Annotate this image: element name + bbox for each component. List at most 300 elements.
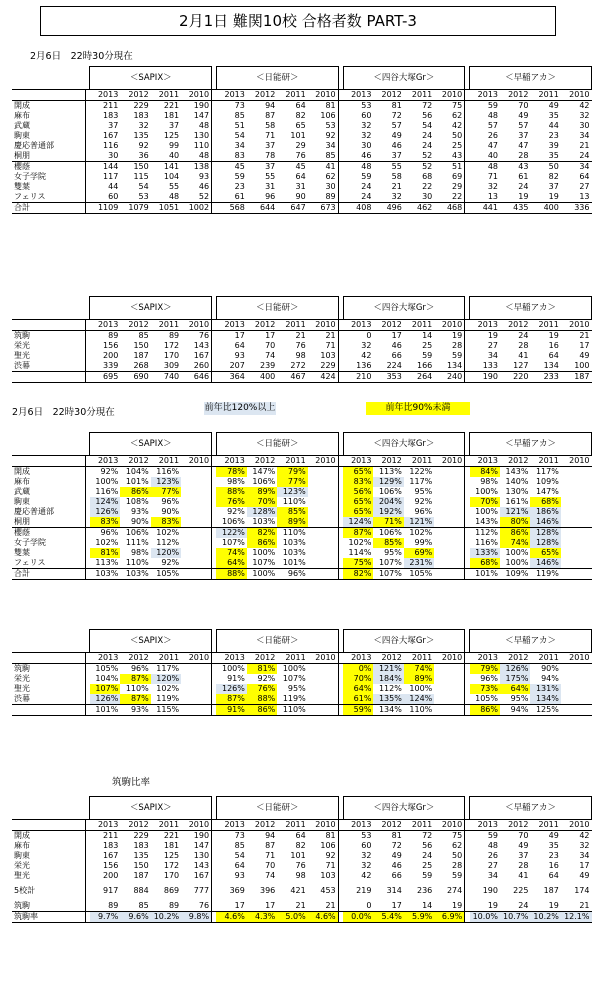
year-header: 2010 <box>181 456 211 467</box>
table-cell: 122% <box>216 528 246 539</box>
table-cell: 102% <box>151 528 181 539</box>
table-row <box>12 861 592 871</box>
table-cell: 72 <box>391 111 402 120</box>
row-label <box>12 705 85 716</box>
table-cell: 32 <box>361 121 372 130</box>
table-cell: 34 <box>487 871 498 880</box>
year-header: 2011 <box>151 90 181 101</box>
group-header: ＜四谷大塚Gr＞ <box>343 630 465 653</box>
table-cell: 110% <box>125 558 149 567</box>
year-header: 2011 <box>151 320 181 331</box>
table-cell: 48 <box>487 841 498 850</box>
table-cell: 100% <box>505 548 529 557</box>
table-cell: 236 <box>416 886 433 895</box>
row-label: 駒東 <box>14 851 30 860</box>
table-cell: 23 <box>234 182 245 191</box>
table-cell: 49 <box>518 111 529 120</box>
table-cell <box>434 548 464 558</box>
table-cell: 19 <box>548 192 559 201</box>
table-cell: 46 <box>198 182 210 191</box>
table-cell: 96% <box>90 528 120 539</box>
row-label: 開成 <box>14 831 30 840</box>
table-cell: 64 <box>295 101 306 110</box>
table-cell: 76% <box>216 497 246 507</box>
table-cell: 166 <box>416 361 433 370</box>
table-cell: 126% <box>90 694 120 705</box>
table-cell: 187 <box>561 372 592 383</box>
table-row <box>12 351 592 361</box>
table-cell: 50 <box>530 162 560 173</box>
table-cell: 135% <box>373 694 403 705</box>
table-cell: 45 <box>216 162 246 173</box>
year-header: 2013 <box>90 456 120 467</box>
table-row <box>12 886 592 896</box>
year-header: 2010 <box>181 320 211 331</box>
table-cell: 68 <box>422 172 433 181</box>
table-cell <box>561 528 592 539</box>
table-cell: 85 <box>234 841 245 850</box>
table-cell: 1002 <box>181 203 211 214</box>
timestamp-note: 2月6日 22時30分現在 <box>30 51 133 62</box>
table-cell <box>434 674 464 684</box>
table-cell: 74% <box>404 664 434 675</box>
table-cell: 1079 <box>120 203 150 214</box>
table-cell: 103% <box>252 517 276 526</box>
table-cell: 187 <box>133 351 149 360</box>
table-row <box>12 674 592 684</box>
table-cell: 87 <box>265 111 276 120</box>
table-cell: 74% <box>500 538 530 548</box>
table-cell: 13 <box>579 192 590 201</box>
table-cell: 87% <box>216 694 246 705</box>
table-cell: 123% <box>151 477 181 487</box>
table-cell: 70 <box>265 861 276 870</box>
table-cell <box>434 477 464 487</box>
table-cell: 104% <box>125 467 149 476</box>
year-header: 2010 <box>434 653 464 664</box>
table-cell: 17 <box>579 861 590 870</box>
table-cell <box>181 528 211 539</box>
year-header: 2013 <box>216 820 246 831</box>
table-cell: 81 <box>325 101 336 110</box>
table-cell: 42 <box>579 831 590 840</box>
table-cell: 92 <box>325 131 336 140</box>
year-header: 2011 <box>151 456 181 467</box>
table-cell: 69% <box>404 548 434 558</box>
table-cell: 48 <box>487 111 498 120</box>
table-cell: 100% <box>475 487 498 496</box>
year-header: 2012 <box>373 320 403 331</box>
table-cell: 462 <box>404 203 434 214</box>
table-row <box>12 497 592 507</box>
table-row <box>12 467 592 478</box>
table-cell: 71 <box>325 861 336 870</box>
table-cell: 21 <box>391 182 402 191</box>
table-cell: 56 <box>422 111 433 120</box>
table-cell: 102% <box>156 684 180 693</box>
table-cell: 133% <box>470 548 500 558</box>
table-cell: 85 <box>325 151 336 160</box>
table-cell: 61% <box>343 694 373 705</box>
table-row <box>12 507 592 517</box>
table-cell: 26 <box>487 851 498 860</box>
table-cell: 183 <box>133 841 149 850</box>
table-cell: 336 <box>561 203 592 214</box>
table-cell <box>561 569 592 580</box>
table-cell: 102% <box>348 538 372 547</box>
row-label: 渋幕 <box>14 361 30 370</box>
table-cell <box>181 674 211 684</box>
table-cell: 34 <box>579 131 590 140</box>
table-cell: 51 <box>434 162 464 173</box>
table-cell: 496 <box>373 203 403 214</box>
table-cell: 364 <box>216 372 246 383</box>
table-cell: 40 <box>487 151 498 160</box>
table-row <box>12 172 592 182</box>
table-cell: 108% <box>125 497 149 506</box>
table-cell: 134% <box>530 694 560 705</box>
table-cell: 28 <box>518 341 529 350</box>
table-cell: 65 <box>295 121 306 130</box>
table-cell: 113% <box>95 558 119 567</box>
table-cell: 14 <box>422 901 433 910</box>
table-cell: 71 <box>487 172 498 181</box>
group-header: ＜四谷大塚Gr＞ <box>343 67 465 90</box>
table-cell: 83% <box>343 477 373 487</box>
year-header: 2011 <box>530 456 560 467</box>
table-cell: 112% <box>378 684 402 693</box>
table-cell: 110% <box>125 684 149 693</box>
table-cell: 128% <box>530 528 560 539</box>
table-cell <box>181 694 211 705</box>
table-cell: 0.0% <box>343 912 373 923</box>
table-cell: 92% <box>100 467 119 476</box>
table-row <box>12 528 592 539</box>
table-row <box>12 684 592 694</box>
year-header: 2010 <box>561 456 592 467</box>
table-cell: 17 <box>579 341 590 350</box>
table-cell: 49 <box>579 871 590 880</box>
table-cell: 99% <box>414 538 433 547</box>
table-cell: 86% <box>247 538 277 548</box>
year-header: 2013 <box>343 820 373 831</box>
table-cell: 24 <box>422 141 433 150</box>
table-cell: 83 <box>234 151 245 160</box>
year-header: 2013 <box>343 456 373 467</box>
row-label: 聖光 <box>14 684 30 693</box>
table-cell: 105% <box>95 664 119 673</box>
row-label: 聖光 <box>14 351 30 360</box>
year-header: 2010 <box>308 320 338 331</box>
year-header: 2012 <box>373 456 403 467</box>
row-label: 栄光 <box>14 861 30 870</box>
table-cell: 92% <box>257 674 276 683</box>
table-cell: 4.6% <box>308 912 338 923</box>
table-cell <box>434 664 464 675</box>
table-cell: 87% <box>120 694 150 705</box>
table-cell: 468 <box>434 203 464 214</box>
table-cell <box>181 507 211 517</box>
table-cell: 190 <box>470 372 500 383</box>
row-label: 慶応普通部 <box>14 141 54 150</box>
table-cell: 85 <box>138 901 149 910</box>
table-cell: 87% <box>120 674 150 684</box>
table-cell: 1109 <box>90 203 120 214</box>
table-cell: 56% <box>343 487 373 497</box>
year-header: 2013 <box>216 653 246 664</box>
table-cell: 174 <box>574 886 590 895</box>
table-cell: 43 <box>500 162 530 173</box>
table-cell: 19 <box>548 901 559 910</box>
table-cell: 400 <box>247 372 277 383</box>
table-cell: 42 <box>361 871 372 880</box>
table-cell: 32 <box>579 111 590 120</box>
table-cell: 48 <box>343 162 373 173</box>
row-label: 栄光 <box>14 674 30 683</box>
table-cell: 24 <box>422 851 433 860</box>
table-cell: 92% <box>161 558 180 567</box>
table-cell: 58 <box>391 172 402 181</box>
table-cell: 28 <box>518 151 529 160</box>
table-cell: 81 <box>391 101 402 110</box>
table-cell: 647 <box>277 203 307 214</box>
table-cell <box>561 507 592 517</box>
table-cell: 167 <box>193 351 210 360</box>
table-cell: 130 <box>193 131 210 140</box>
legend-up: 前年比120%以上 <box>204 403 276 413</box>
legend-down: 前年比90%未満 <box>366 402 470 415</box>
table-row <box>12 331 592 342</box>
table-cell: 86% <box>120 487 150 497</box>
row-label: 女子学院 <box>14 538 46 547</box>
table-cell: 107% <box>221 538 245 547</box>
year-header: 2013 <box>216 456 246 467</box>
table-cell: 136 <box>356 361 372 370</box>
table-cell: 48 <box>198 121 210 130</box>
year-header: 2013 <box>90 320 120 331</box>
table-cell: 16 <box>548 341 559 350</box>
table-cell: 92% <box>414 497 433 506</box>
table-cell: 274 <box>446 886 463 895</box>
table-cell: 119% <box>530 569 560 580</box>
table-cell: 100% <box>247 569 277 580</box>
group-header: ＜SAPIX＞ <box>90 797 212 820</box>
table-cell: 369 <box>229 886 245 895</box>
table-cell: 88% <box>216 487 246 497</box>
table-row <box>12 831 592 842</box>
data-table-4 <box>12 629 592 716</box>
table-cell: 32 <box>361 861 372 870</box>
table-row <box>12 487 592 497</box>
table-cell: 44 <box>548 121 559 130</box>
table-cell: 673 <box>308 203 338 214</box>
table-cell: 24 <box>422 131 433 140</box>
year-header: 2012 <box>373 820 403 831</box>
table-cell: 96% <box>277 569 307 580</box>
table-cell: 35 <box>548 151 559 160</box>
table-cell: 85% <box>373 538 403 548</box>
table-cell: 68% <box>530 497 560 507</box>
year-header: 2013 <box>216 90 246 101</box>
table-cell: 115% <box>151 705 181 716</box>
year-header: 2013 <box>470 320 500 331</box>
table-cell <box>181 497 211 507</box>
year-header: 2012 <box>500 653 530 664</box>
table-cell <box>181 548 211 558</box>
table-cell <box>181 684 211 694</box>
table-cell: 116% <box>95 487 119 496</box>
table-cell: 32 <box>361 341 372 350</box>
table-cell: 100 <box>574 361 590 370</box>
total-row <box>12 912 592 923</box>
table-cell: 71 <box>325 341 336 350</box>
table-cell: 21 <box>579 901 590 910</box>
table-cell: 57 <box>391 121 402 130</box>
table-cell: 25 <box>422 861 433 870</box>
table-cell: 221 <box>163 101 180 110</box>
table-cell: 229 <box>133 831 149 840</box>
subtitle: 筑駒比率 <box>112 777 151 788</box>
group-header: ＜日能研＞ <box>216 297 338 320</box>
group-header: ＜早稲アカ＞ <box>470 67 592 90</box>
table-cell: 52 <box>422 151 433 160</box>
table-cell <box>181 487 211 497</box>
table-row <box>12 101 592 112</box>
table-cell: 61 <box>234 192 245 201</box>
table-cell: 114% <box>348 548 372 557</box>
year-header: 2013 <box>343 320 373 331</box>
table-cell: 109% <box>500 569 530 580</box>
table-cell: 10.2% <box>151 912 181 923</box>
total-row <box>12 705 592 716</box>
table-cell: 65% <box>530 548 560 558</box>
year-header: 2011 <box>404 320 434 331</box>
row-label: フェリス <box>14 192 46 201</box>
table-cell: 54 <box>234 131 245 140</box>
table-cell: 73 <box>234 101 245 110</box>
table-cell: 89% <box>277 517 307 528</box>
table-cell: 5.4% <box>373 912 403 923</box>
table-cell: 48 <box>470 162 500 173</box>
table-cell: 32 <box>391 192 402 201</box>
table-cell: 260 <box>193 361 210 370</box>
table-cell: 339 <box>103 361 119 370</box>
table-row <box>12 841 592 851</box>
group-header: ＜日能研＞ <box>216 630 338 653</box>
year-header: 2011 <box>530 653 560 664</box>
table-cell <box>561 548 592 558</box>
table-cell: 57 <box>487 121 498 130</box>
table-cell: 183 <box>133 111 149 120</box>
table-cell: 441 <box>470 203 500 214</box>
timestamp-note-2: 2月6日 22時30分現在 <box>12 407 115 418</box>
row-label: 開成 <box>14 467 30 476</box>
year-header: 2011 <box>404 90 434 101</box>
table-cell: 64 <box>548 351 559 360</box>
table-cell: 0 <box>366 901 372 910</box>
table-cell: 181 <box>163 841 180 850</box>
data-table-5 <box>12 796 592 923</box>
table-cell: 32 <box>361 131 372 140</box>
table-cell: 96% <box>414 507 433 516</box>
table-cell <box>308 684 338 694</box>
table-cell: 49 <box>548 101 559 110</box>
year-header: 2013 <box>90 820 120 831</box>
group-header: ＜SAPIX＞ <box>90 67 212 90</box>
table-cell: 219 <box>356 886 372 895</box>
table-cell: 64% <box>343 684 373 694</box>
group-header: ＜早稲アカ＞ <box>470 630 592 653</box>
table-cell: 91% <box>227 674 245 683</box>
table-cell <box>181 558 211 569</box>
table-cell: 9.7% <box>90 912 120 923</box>
table-cell: 59 <box>422 351 433 360</box>
table-cell: 19 <box>452 331 463 340</box>
table-cell: 129% <box>373 477 403 487</box>
page-title: 2月1日 難関10校 合格者数 PART-3 <box>40 6 556 36</box>
table-cell: 89 <box>108 901 119 910</box>
table-row <box>12 517 592 528</box>
table-cell: 76% <box>247 684 277 694</box>
table-cell: 42 <box>452 121 463 130</box>
table-cell: 187 <box>133 871 149 880</box>
table-cell: 70 <box>265 341 276 350</box>
table-cell: 92 <box>325 851 336 860</box>
table-cell: 41 <box>518 351 529 360</box>
table-cell: 690 <box>120 372 150 383</box>
table-row <box>12 664 592 675</box>
table-cell: 17 <box>391 331 402 340</box>
table-cell: 99 <box>168 141 180 150</box>
table-cell: 75 <box>452 831 463 840</box>
table-cell: 204% <box>373 497 403 507</box>
year-header: 2010 <box>434 320 464 331</box>
row-label: 聖光 <box>14 871 30 880</box>
row-label: 筑駒率 <box>12 912 85 923</box>
year-header: 2011 <box>151 820 181 831</box>
table-cell: 19 <box>487 901 498 910</box>
group-header-row <box>12 297 592 320</box>
table-cell: 70% <box>343 674 373 684</box>
year-header: 2013 <box>470 820 500 831</box>
year-header: 2010 <box>308 90 338 101</box>
table-cell: 408 <box>343 203 373 214</box>
table-cell: 37 <box>518 851 529 860</box>
table-cell: 131% <box>530 684 560 694</box>
table-cell <box>434 487 464 497</box>
table-cell: 435 <box>500 203 530 214</box>
table-cell: 116% <box>156 467 180 476</box>
year-header: 2010 <box>181 653 211 664</box>
table-cell: 100% <box>282 664 306 673</box>
table-cell: 91% <box>216 705 246 716</box>
year-header: 2012 <box>500 90 530 101</box>
table-cell: 568 <box>216 203 246 214</box>
table-cell: 147% <box>535 487 559 496</box>
total-row <box>12 203 592 214</box>
table-cell: 85 <box>234 111 245 120</box>
year-header-row <box>12 90 592 101</box>
table-cell: 100% <box>95 477 119 486</box>
table-cell: 28 <box>452 341 463 350</box>
table-cell: 59 <box>361 172 372 181</box>
table-cell: 51 <box>234 121 245 130</box>
table-cell: 90% <box>541 664 559 673</box>
table-cell: 156 <box>103 341 119 350</box>
row-label: 櫻蔭 <box>12 162 85 173</box>
year-header: 2012 <box>120 456 150 467</box>
table-cell: 917 <box>103 886 119 895</box>
